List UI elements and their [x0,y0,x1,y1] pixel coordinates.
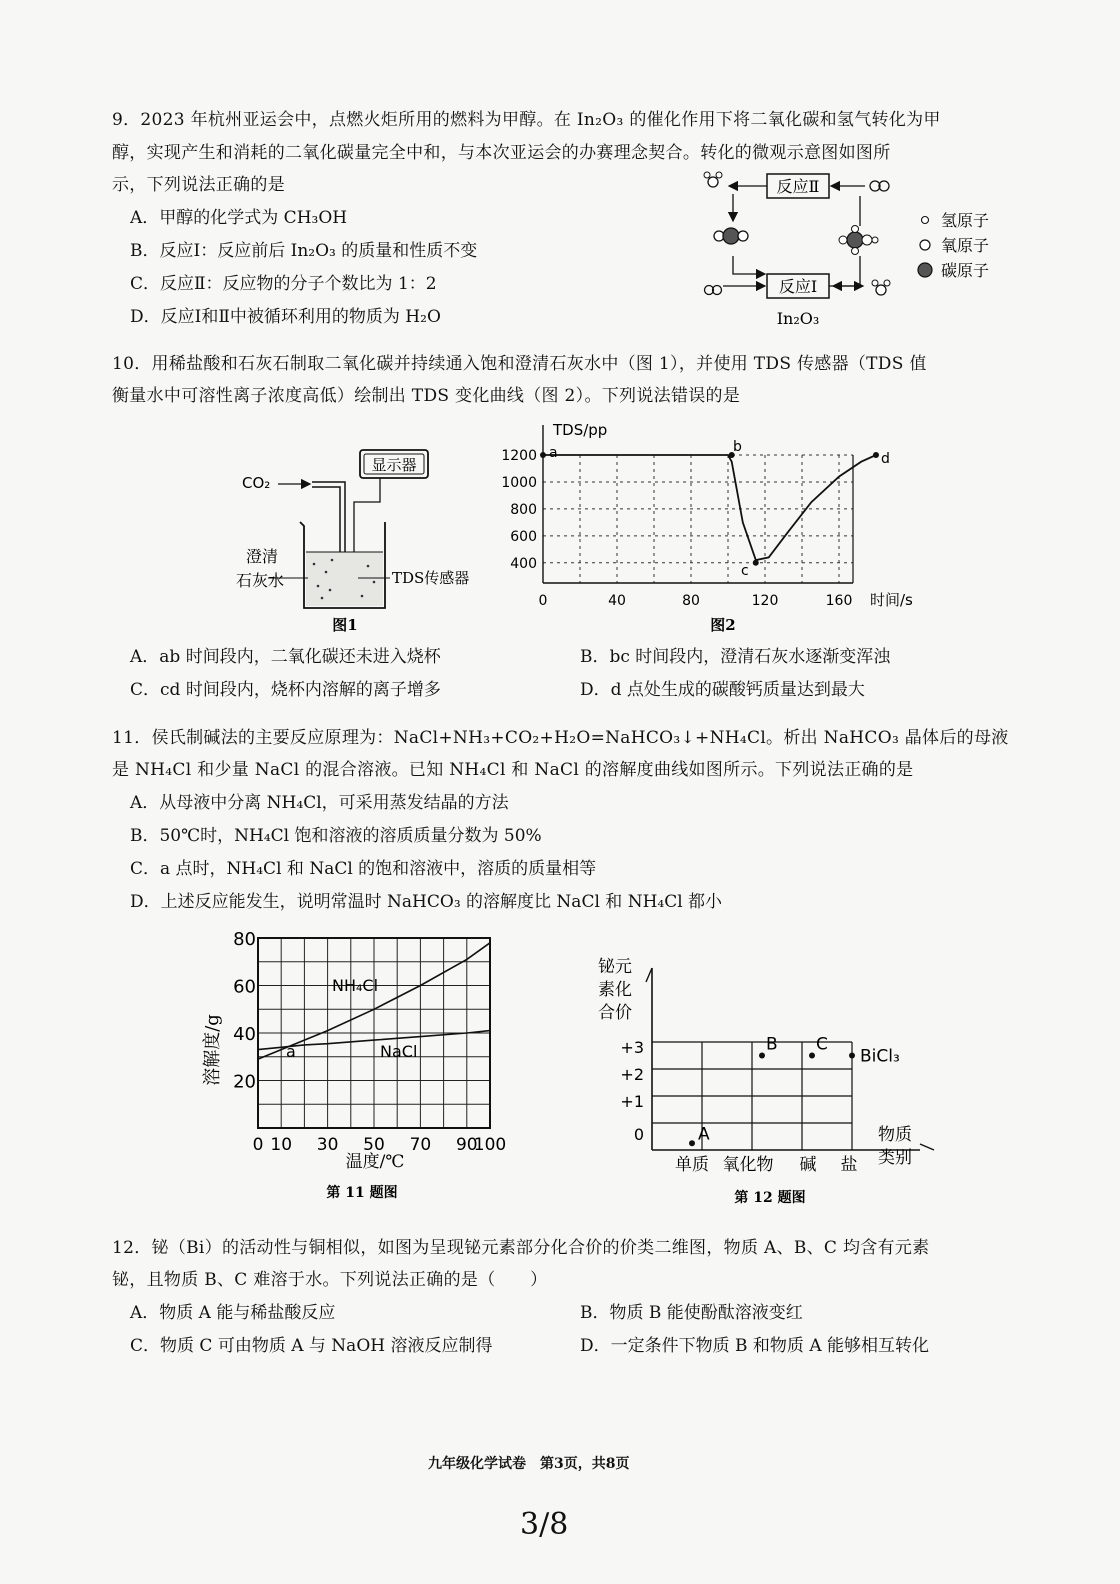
solubility-x-tick-label: 10 [270,1135,293,1155]
co2-molecule-icon [714,228,748,244]
svg-text:氢原子: 氢原子 [941,211,990,230]
solubility-ylabel: 溶解度/g [202,1014,223,1086]
solubility-point-a-label: a [286,1042,296,1061]
svg-text:石灰水: 石灰水 [236,571,285,590]
q12-stem-line1: 12．铋（Bi）的活动性与铜相似，如图为呈现铋元素部分化合价的价类二维图，物质 A、B、C 均含有元素 [112,1238,930,1258]
tds-xlabel: 时间/s [870,591,913,609]
tds-point-b-label: b [733,439,742,455]
tds-curve [543,455,876,560]
q10-option-d: D．d 点处生成的碳酸钙质量达到最大 [580,680,865,700]
methanol-molecule-icon [839,226,878,255]
svg-text:类别: 类别 [878,1148,912,1168]
tds-ylabel: TDS/pp [553,421,608,439]
q10-option-a: A．ab 时间段内，二氧化碳还未进入烧杯 [130,647,441,667]
solubility-x-tick-label: 0 [252,1135,264,1155]
q9-option-b: B．反应Ⅰ：反应前后 In₂O₃ 的质量和性质不变 [130,241,478,261]
hydrogen-molecule-icon-2 [705,286,722,295]
bicl3-label: BiCl₃ [860,1046,900,1067]
q9-option-a: A．甲醇的化学式为 CH₃OH [130,208,348,228]
solubility-x-tick-label: 50 [363,1135,385,1155]
valence-point-b-label: B [766,1034,778,1055]
valence-point-A [689,1140,695,1146]
q10-option-b: B．bc 时间段内，澄清石灰水逐渐变浑浊 [580,647,891,667]
q11-stem-line2: 是 NH₄Cl 和少量 NaCl 的混合溶液。已知 NH₄Cl 和 NaCl 的溶解度曲线如图所示。下列说法正确的是 [112,760,914,780]
tds-x-tick-label: 160 [825,593,853,609]
valence-point-bicl3 [849,1053,855,1059]
nacl-label: NaCl [380,1042,418,1061]
solubility-y-tick-label: 20 [233,1071,256,1093]
q11-option-b: B．50℃时，NH₄Cl 饱和溶液的溶质质量分数为 50% [130,826,542,846]
q11-stem-line1: 11．侯氏制碱法的主要反应原理为：NaCl+NH₃+CO₂+H₂O=NaHCO₃↓+NH₄Cl。析出 NaHCO₃ 晶体后的母液 [112,728,1009,748]
valence-y-tick-label: 0 [633,1125,644,1144]
q9-stem-line3: 示，下列说法正确的是 [112,175,285,195]
tds-point-a-label: a [549,445,558,461]
display-label: 显示器 [371,456,417,474]
valence-point-a-label: A [698,1124,710,1145]
tds-point-c-label: c [741,563,749,579]
valence-category-label: 单质 [675,1155,709,1175]
svg-text:物质: 物质 [878,1125,912,1145]
q11-caption: 第 11 题图 [326,1185,398,1201]
reaction1-label: 反应Ⅰ [778,277,818,296]
valence-category-label: 盐 [840,1155,858,1175]
solubility-y-tick-label: 60 [233,976,256,998]
nh4cl-label: NH₄Cl [332,976,379,995]
solubility-y-tick-label: 80 [233,929,256,950]
page-footer: 九年级化学试卷 第3页，共8页 [428,1456,630,1472]
tds-y-tick-label: 400 [510,555,537,572]
q12-option-b: B．物质 B 能使酚酞溶液变红 [580,1303,803,1323]
valence-y-tick-label: +3 [620,1038,644,1057]
q9-option-c: C．反应Ⅱ：反应物的分子个数比为 1：2 [130,274,437,294]
fig1-caption: 图1 [332,616,358,634]
valence-point-B [759,1053,765,1059]
valence-point-C [809,1053,815,1059]
q12-valence-chart [580,950,940,1205]
tds-y-tick-label: 1200 [501,448,537,464]
svg-text:铋元: 铋元 [598,957,632,977]
svg-text:CO₂: CO₂ [242,474,271,492]
solubility-y-tick-label: 40 [233,1024,256,1045]
q9-stem-line1: 9．2023 年杭州亚运会中，点燃火炬所用的燃料为甲醇。在 In₂O₃ 的催化作用下将二氧化碳和氢气转化为甲 [112,110,941,130]
tds-point-a [540,452,546,458]
tds-y-tick-label: 600 [510,528,537,545]
tds-y-tick-label: 800 [510,501,537,518]
reaction2-label: 反应Ⅱ [776,177,820,196]
water-molecule-icon [704,172,722,187]
q10-stem-line2: 衡量水中可溶性离子浓度高低）绘制出 TDS 变化曲线（图 2）。下列说法错误的是 [112,386,741,406]
tds-point-c [753,560,759,566]
q10-fig2-tds-chart [495,415,935,640]
solubility-x-tick-label: 30 [316,1135,339,1155]
tds-point-d-label: d [881,451,890,467]
q10-stem-line1: 10．用稀盐酸和石灰石制取二氧化碳并持续通入饱和澄清石灰水中（图 1），并使用 TDS 传感器（TDS 值 [112,354,927,374]
tds-point-d [873,452,879,458]
solubility-x-tick-label: 70 [409,1135,432,1155]
sensor-label: TDS传感器 [392,569,470,587]
q11-option-d: D．上述反应能发生，说明常温时 NaHCO₃ 的溶解度比 NaCl 和 NH₄Cl 都小 [130,892,723,912]
q9-stem-line2: 醇，实现产生和消耗的二氧化碳量完全中和，与本次亚运会的办赛理念契合。转化的微观示意图如图所 [112,143,891,163]
svg-text:素化: 素化 [598,980,632,1000]
page-number: 3/8 [520,1507,569,1542]
q12-stem-line2: 铋，且物质 B、C 难溶于水。下列说法正确的是（ ） [112,1270,548,1290]
q9-reaction-diagram [695,166,1025,336]
q12-option-c: C．物质 C 可由物质 A 与 NaOH 溶液反应制得 [130,1336,493,1356]
tds-x-tick-label: 120 [751,593,779,609]
q9-option-d: D．反应Ⅰ和Ⅱ中被循环利用的物质为 H₂O [130,307,441,327]
hydrogen-molecule-icon [870,181,889,191]
valence-y-arrow [646,968,652,982]
valence-x-arrow [920,1144,934,1150]
svg-text:氧原子: 氧原子 [941,236,990,255]
q11-option-a: A．从母液中分离 NH₄Cl，可采用蒸发结晶的方法 [130,793,509,813]
water-molecule-icon-2 [872,280,890,295]
q10-option-c: C．cd 时间段内，烧杯内溶解的离子增多 [130,680,441,700]
q12-option-a: A．物质 A 能与稀盐酸反应 [130,1303,336,1323]
svg-text:澄清: 澄清 [246,547,279,566]
tds-x-tick-label: 0 [538,593,548,609]
tds-x-tick-label: 80 [682,593,700,609]
atom-legend [918,211,989,280]
svg-text:碳原子: 碳原子 [941,261,990,280]
tds-y-tick-label: 1000 [501,474,537,491]
catalyst-label: In₂O₃ [776,309,820,328]
svg-text:合价: 合价 [598,1003,632,1023]
solubility-x-tick-label: 90 [455,1135,478,1155]
valence-point-c-label: C [816,1034,828,1055]
q12-option-d: D．一定条件下物质 B 和物质 A 能够相互转化 [580,1336,930,1356]
valence-y-tick-label: +1 [620,1092,644,1111]
solubility-x-tick-label: 100 [473,1135,507,1155]
q11-solubility-chart [190,925,530,1205]
q12-caption: 第 12 题图 [734,1190,806,1205]
valence-category-label: 氧化物 [722,1155,774,1175]
fig2-caption: 图2 [710,616,736,634]
tds-x-tick-label: 40 [608,593,626,609]
q11-option-c: C．a 点时，NH₄Cl 和 NaCl 的饱和溶液中，溶质的质量相等 [130,859,597,879]
valence-category-label: 碱 [799,1155,817,1175]
q10-fig1-apparatus [230,440,500,640]
valence-y-tick-label: +2 [620,1065,644,1084]
solubility-xlabel: 温度/℃ [345,1152,405,1172]
